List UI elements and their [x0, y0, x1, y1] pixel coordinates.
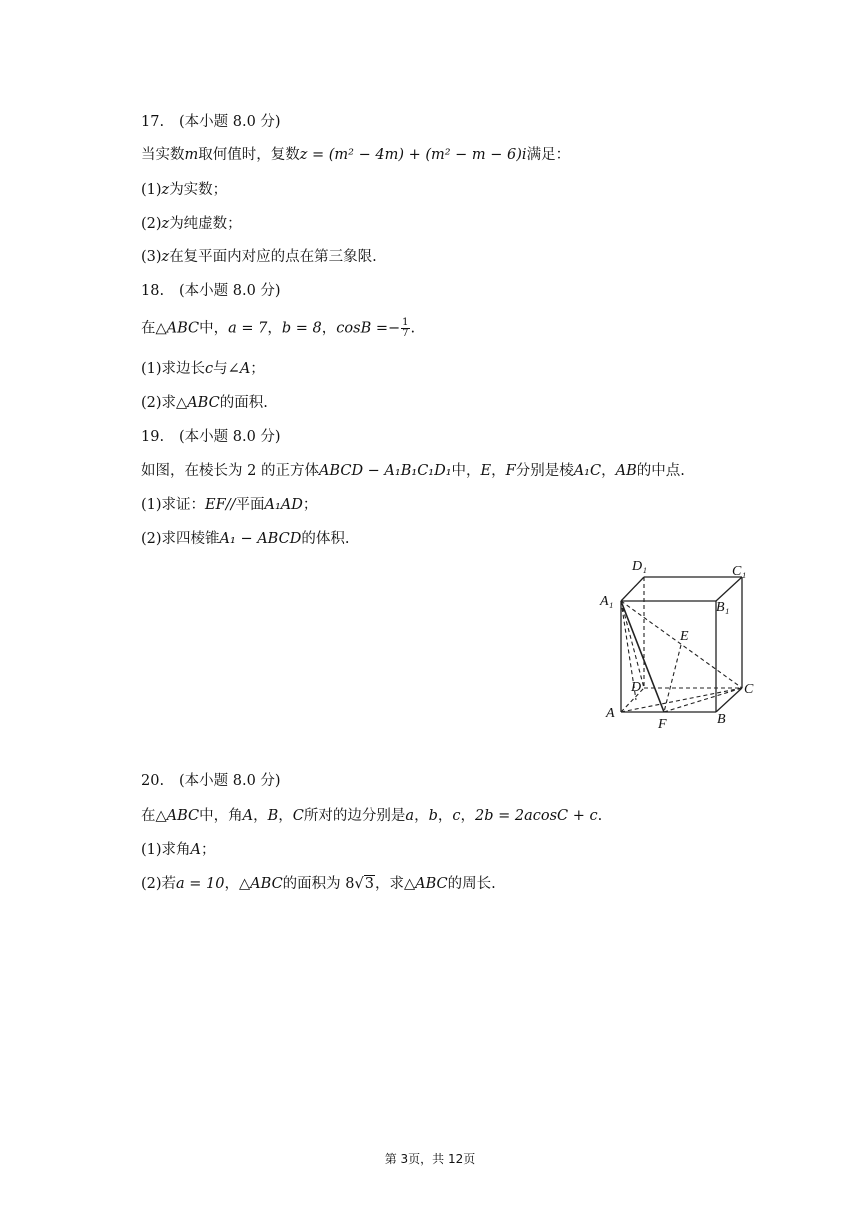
- q20-stem: [141, 806, 602, 826]
- cube-name: ABCD − A₁B₁C₁D₁: [318, 463, 452, 479]
- sqrt-symbol: √: [354, 876, 364, 892]
- segment-A1F: [621, 601, 664, 712]
- edge-B1C1: [716, 577, 742, 601]
- q18-number: 18.: [141, 283, 165, 299]
- edge-BC: [716, 688, 742, 712]
- stem-text: ，: [267, 320, 282, 337]
- stem-text: 在△: [141, 320, 167, 337]
- part-text: (2)若: [141, 876, 177, 892]
- var-z: z: [161, 216, 170, 232]
- part-text: (1)求角: [141, 842, 191, 858]
- stem-text: ，: [253, 808, 268, 824]
- angle-A: ∠A: [227, 361, 251, 377]
- q17-formula: z = (m² − 4m) + (m² − m − 6)i: [299, 147, 527, 163]
- part-text: 在复平面内对应的点在第三象限.: [169, 249, 377, 265]
- part-text: (1)求边长: [141, 361, 206, 377]
- page-footer: 第 3页，共 12页: [384, 1152, 476, 1166]
- part-label: (1): [141, 182, 162, 198]
- var-a: a: [405, 808, 415, 824]
- stem-text: ，: [321, 320, 337, 337]
- q17-number: 17.: [141, 114, 165, 130]
- cube-figure: [596, 555, 786, 735]
- stem-text: ，: [414, 808, 429, 824]
- var-c: c: [452, 808, 461, 824]
- label-B: B: [717, 712, 726, 727]
- part-text: 为实数；: [169, 182, 228, 198]
- given-a: a = 7: [228, 320, 268, 337]
- part-text: (2)求四棱锥: [141, 531, 220, 547]
- stem-text: ，: [491, 463, 506, 479]
- part-text: 的面积.: [219, 395, 268, 411]
- given-cosB: cosB =−: [336, 320, 401, 337]
- fraction-denominator: 7: [402, 328, 409, 339]
- part-text: 的周长.: [447, 876, 496, 892]
- var-C: C: [292, 808, 304, 824]
- given-b: b = 8: [281, 320, 322, 337]
- q20-part1: [141, 840, 216, 860]
- label-C1: C₁: [732, 564, 747, 579]
- triangle-name: ABC: [187, 395, 220, 411]
- label-B1: B₁: [716, 600, 730, 615]
- stem-text: 中，: [199, 320, 229, 337]
- given-a: a = 10: [176, 876, 225, 892]
- triangle-name: ABC: [166, 808, 200, 824]
- q17-part3: [141, 247, 377, 267]
- part-text: (1)求证：: [141, 497, 206, 513]
- var-c: c: [205, 361, 214, 377]
- sqrt-radicand: 3: [364, 876, 374, 892]
- q18-score: (本小题 8.0 分): [179, 283, 281, 299]
- var-B: B: [267, 808, 279, 824]
- part-text: ；: [201, 842, 216, 858]
- q20-part2: [141, 874, 496, 894]
- stem-text: ，: [437, 808, 453, 824]
- part-text: ，△: [224, 876, 251, 892]
- edge-A1D1: [621, 577, 644, 601]
- part-text: ，求△: [375, 876, 416, 892]
- stem-text: 如图，在棱长为 2 的正方体: [141, 463, 319, 479]
- stem-text: 所对的边分别是: [303, 808, 406, 824]
- q20-header: [141, 771, 281, 791]
- q17-part1: [141, 180, 227, 200]
- label-E: E: [680, 629, 689, 644]
- edge-A1C: A₁C: [573, 463, 602, 479]
- label-F: F: [658, 717, 667, 732]
- part-text: 的体积.: [301, 531, 350, 547]
- q19-score: (本小题 8.0 分): [179, 429, 281, 445]
- part-text: ；: [250, 361, 265, 377]
- var-A: A: [242, 808, 254, 824]
- part-label: (2): [141, 216, 162, 232]
- label-C: C: [744, 682, 754, 697]
- q19-header: [141, 427, 281, 447]
- part-text: 平面: [235, 497, 265, 513]
- label-D: D: [631, 680, 642, 695]
- label-A: A: [606, 706, 615, 721]
- equation: 2b = 2acosC + c: [474, 808, 598, 824]
- fraction-numerator: 1: [402, 317, 409, 328]
- part-label: (3): [141, 249, 162, 265]
- label-D1: D₁: [632, 559, 647, 574]
- q17-stem: [141, 145, 570, 165]
- triangle-name: ABC: [250, 876, 283, 892]
- q19-stem: [141, 461, 685, 481]
- var-z: z: [161, 249, 170, 265]
- point-E: E: [480, 463, 492, 479]
- line-EF: EF//: [205, 497, 236, 513]
- q17-score: (本小题 8.0 分): [179, 114, 281, 130]
- q17-stem-text: 当实数: [141, 147, 185, 163]
- pyramid-name: A₁ − ABCD: [219, 531, 302, 547]
- var-b: b: [428, 808, 438, 824]
- q20-score: (本小题 8.0 分): [179, 773, 281, 789]
- stem-text: .: [410, 320, 416, 337]
- stem-text: ，: [460, 808, 475, 824]
- q18-stem: [141, 318, 415, 339]
- q18-part2: [141, 393, 268, 413]
- point-F: F: [505, 463, 516, 479]
- stem-text: 在△: [141, 808, 167, 824]
- stem-text: 中，: [451, 463, 481, 479]
- q17-header: [141, 112, 281, 132]
- q19-part2: [141, 529, 349, 549]
- plane-A1AD: A₁AD: [264, 497, 303, 513]
- stem-text: 分别是棱: [515, 463, 574, 479]
- stem-text: 的中点.: [636, 463, 685, 479]
- q19-number: 19.: [141, 429, 165, 445]
- part-text: 的面积为 8: [282, 876, 355, 892]
- q19-part1: [141, 495, 317, 515]
- q18-header: [141, 281, 281, 301]
- stem-text: 中，角: [199, 808, 243, 824]
- segment-FC: [664, 688, 742, 712]
- label-A1: A₁: [600, 594, 614, 609]
- edge-AB: AB: [615, 463, 637, 479]
- triangle-name: ABC: [415, 876, 448, 892]
- segment-A1D: [621, 601, 644, 688]
- stem-text: ，: [278, 808, 293, 824]
- stem-text: .: [597, 808, 603, 824]
- q17-var-m: m: [184, 147, 199, 163]
- q17-stem-text: 满足：: [526, 147, 571, 163]
- q17-part2: [141, 214, 242, 234]
- var-A: A: [190, 842, 202, 858]
- part-text: ；: [302, 497, 318, 513]
- part-text: 为纯虚数；: [169, 216, 242, 232]
- q18-part1: [141, 359, 265, 379]
- q17-stem-text: 取何值时，复数: [198, 147, 300, 163]
- triangle-name: ABC: [166, 320, 200, 337]
- part-text: (2)求△: [141, 395, 188, 411]
- var-z: z: [161, 182, 170, 198]
- fraction: [401, 318, 409, 339]
- part-text: 与: [213, 361, 228, 377]
- q20-number: 20.: [141, 773, 165, 789]
- stem-text: ，: [601, 463, 616, 479]
